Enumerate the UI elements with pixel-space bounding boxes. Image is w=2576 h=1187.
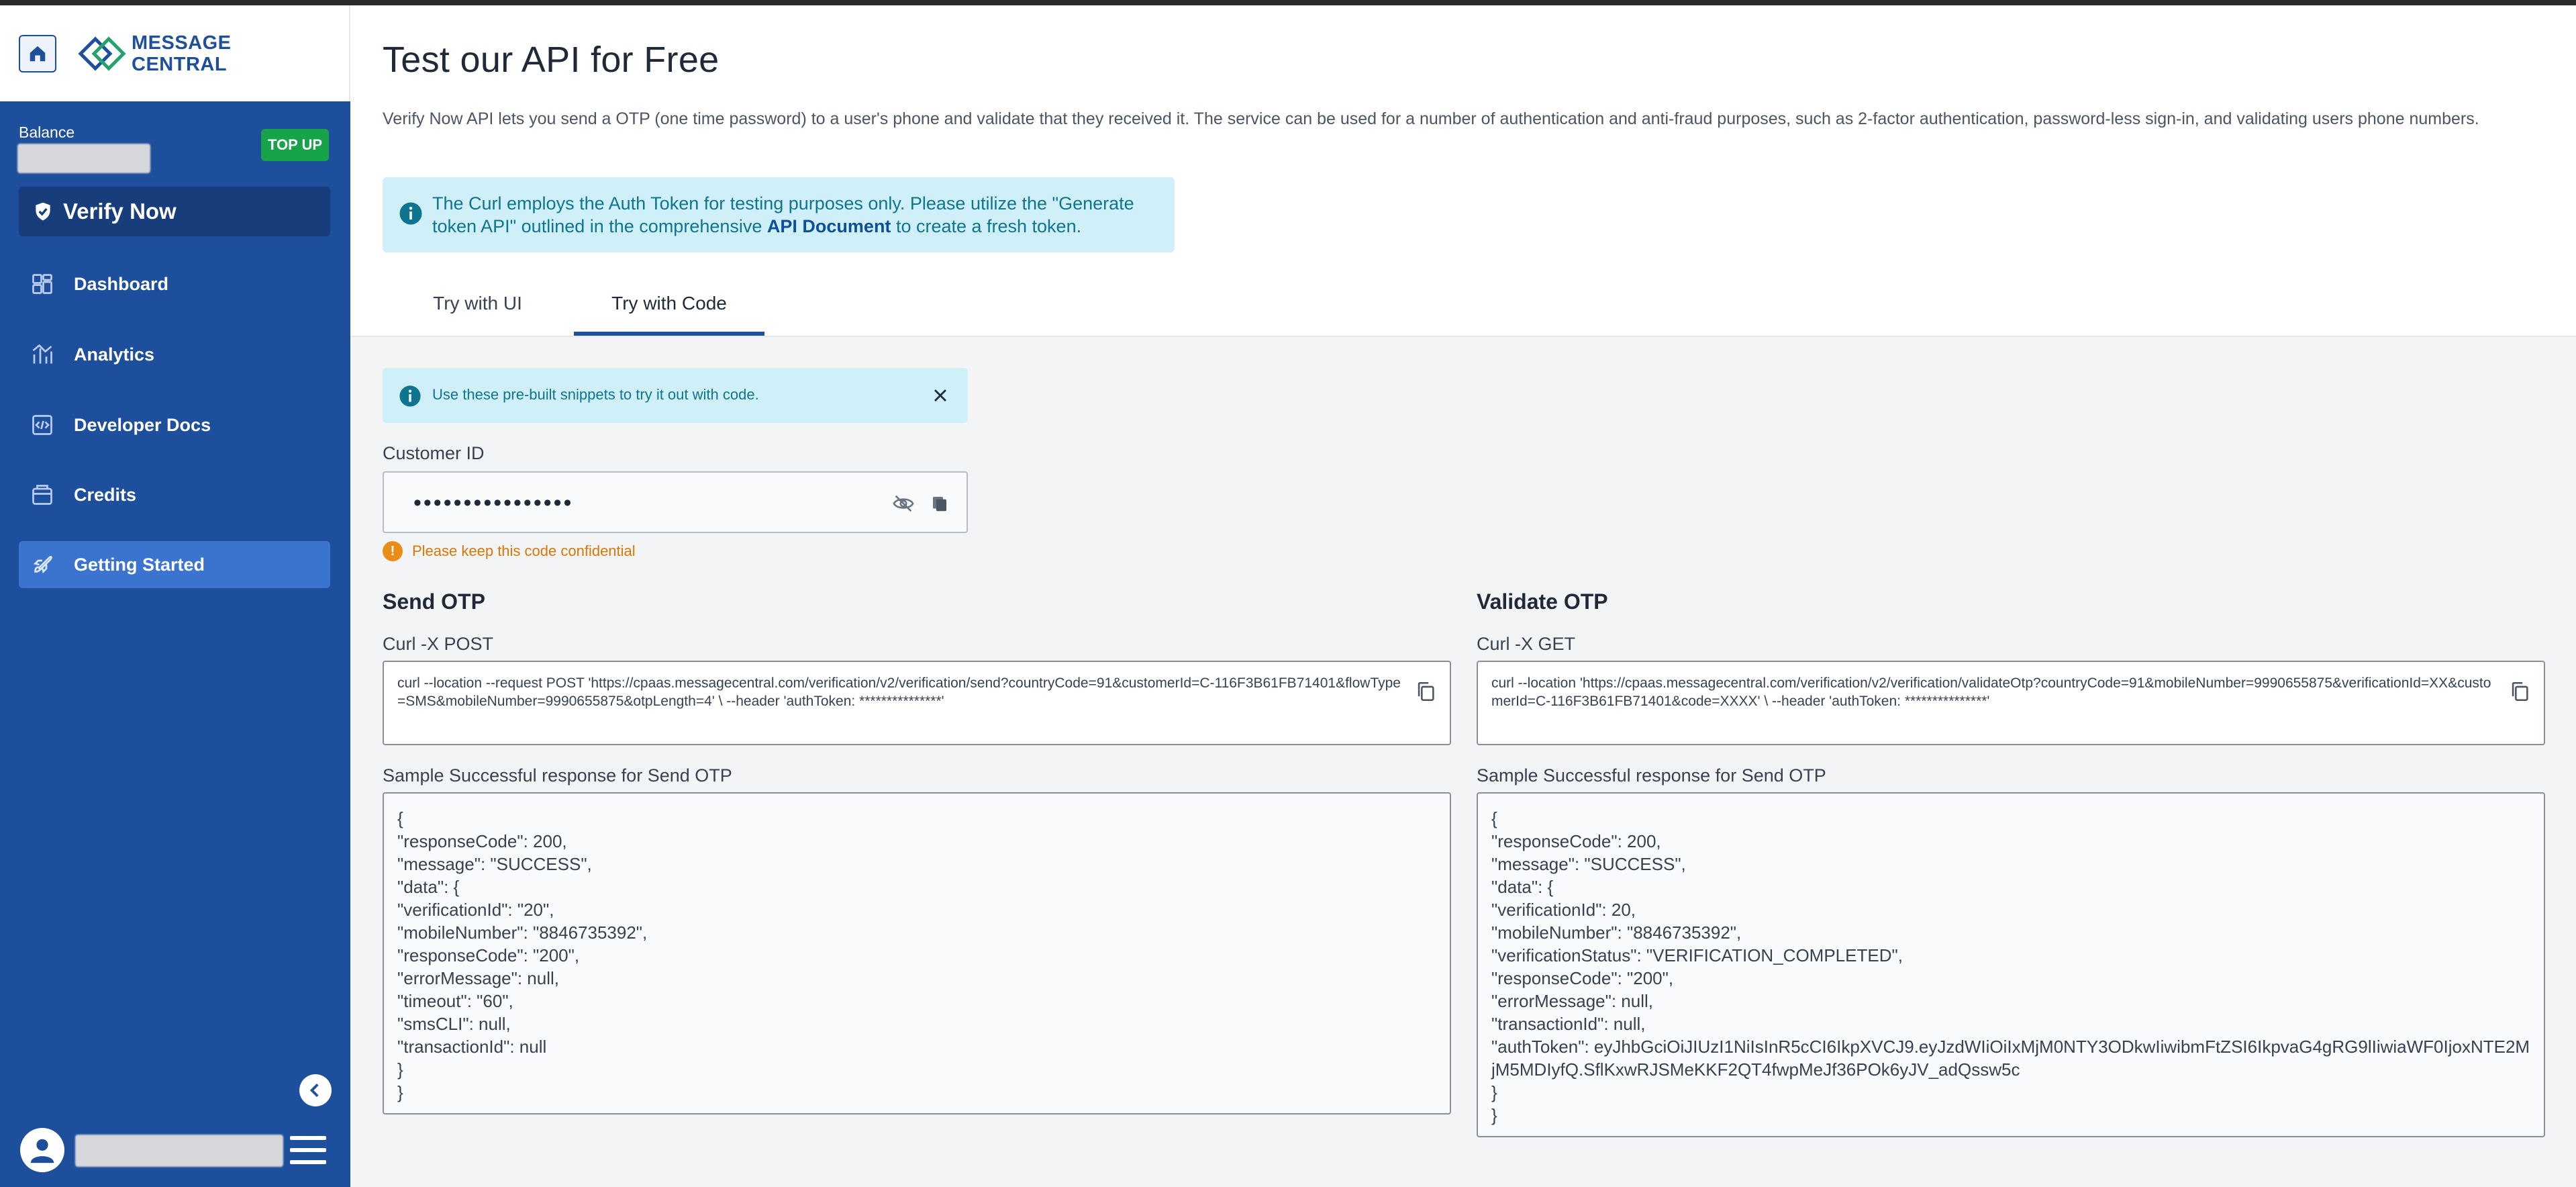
response-line: "transactionId": null, xyxy=(1491,1014,1646,1034)
close-icon xyxy=(932,387,948,403)
active-tab-indicator xyxy=(574,332,764,336)
balance-value-redacted xyxy=(17,144,150,173)
response-line: "data": { xyxy=(397,877,460,897)
page-title: Test our API for Free xyxy=(383,40,720,80)
auth-token-info-banner xyxy=(383,177,1175,252)
warning-icon: ! xyxy=(383,541,403,561)
sidebar-item-label: Developer Docs xyxy=(74,414,211,435)
code-doc-icon xyxy=(30,412,55,438)
sidebar-item-label: Credits xyxy=(74,484,137,505)
brand-name-line1: MESSAGE xyxy=(132,32,232,54)
rocket-icon xyxy=(30,552,55,577)
response-line: "verificationStatus": "VERIFICATION_COMPLETED", xyxy=(1491,945,1903,965)
sidebar xyxy=(0,5,350,1187)
hamburger-menu-button[interactable] xyxy=(290,1136,326,1164)
window-top-border xyxy=(0,0,2576,5)
info-icon xyxy=(399,201,423,226)
copy-icon xyxy=(1414,680,1437,703)
copy-icon xyxy=(2508,680,2531,703)
send-otp-curl-box xyxy=(383,661,1451,745)
sidebar-item-dashboard[interactable] xyxy=(19,260,330,307)
copy-icon xyxy=(930,493,950,514)
wallet-icon xyxy=(30,482,55,508)
response-line: "message": "SUCCESS", xyxy=(397,854,592,874)
brand-name xyxy=(132,32,232,75)
send-otp-title: Send OTP xyxy=(383,589,485,614)
user-icon xyxy=(27,1135,58,1166)
shield-check-icon xyxy=(32,201,54,222)
tab-label: Try with Code xyxy=(611,293,727,314)
validate-otp-curl-text[interactable]: curl --location 'https://cpaas.messagecentral.com/verification/v2/verification/validateOtp?countryCode=91&mobileNumber=9990655875&verificationId=XX&customerId=C-116F3B61FB71401&code=XXXX' \ --header 'authToken: ***************' xyxy=(1491,675,2491,709)
info-icon xyxy=(399,385,422,408)
response-line: } xyxy=(397,1059,403,1080)
collapse-sidebar-button[interactable] xyxy=(299,1074,332,1106)
top-up-button[interactable]: TOP UP xyxy=(261,129,329,161)
response-line: "responseCode": 200, xyxy=(1491,831,1661,851)
validate-otp-method: Curl -X GET xyxy=(1477,634,1576,654)
brand-logo-icon xyxy=(75,34,129,74)
copy-customer-id-button[interactable] xyxy=(925,489,954,518)
product-label: Verify Now xyxy=(63,199,177,224)
validate-otp-response-label: Sample Successful response for Send OTP xyxy=(1477,765,1826,786)
username-redacted xyxy=(75,1135,283,1167)
response-line: "verificationId": 20, xyxy=(1491,900,1636,920)
customer-id-value: •••••••••••••••• xyxy=(413,490,574,516)
tab-try-with-code[interactable] xyxy=(574,271,764,336)
validate-otp-response-box xyxy=(1477,792,2545,1137)
info-banner-text-end: to create a fresh token. xyxy=(891,216,1082,236)
close-banner-button[interactable] xyxy=(928,383,953,408)
page-description: Verify Now API lets you send a OTP (one time password) to a user's phone and validate that they received it. The service can be used for a number of authentication and anti-fraud purposes, such as 2-factor authentication, password-less sign-in, and validating users phone numbers. xyxy=(383,109,2479,128)
info-banner-text-start: The Curl employs the Auth Token for testing purposes only. Please utilize the "Generate token API" outlined in the comprehensive xyxy=(432,193,1134,236)
response-line: "transactionId": null xyxy=(397,1037,547,1057)
send-otp-response-box xyxy=(383,792,1451,1114)
analytics-icon xyxy=(30,342,55,367)
home-icon xyxy=(28,44,48,64)
tab-try-with-ui[interactable]: Try with UI xyxy=(433,293,522,314)
response-line: "smsCLI": null, xyxy=(397,1014,511,1034)
snippet-info-banner xyxy=(383,368,968,423)
sidebar-item-analytics[interactable] xyxy=(19,331,330,378)
snippet-banner-text: Use these pre-built snippets to try it out with code. xyxy=(432,386,759,403)
validate-otp-title: Validate OTP xyxy=(1477,589,1608,614)
api-document-link[interactable]: API Document xyxy=(766,216,891,236)
response-line: "mobileNumber": "8846735392", xyxy=(1491,922,1742,943)
response-line: "errorMessage": null, xyxy=(1491,991,1653,1011)
sidebar-item-developer-docs[interactable] xyxy=(19,401,330,448)
logo-area xyxy=(0,5,350,101)
sidebar-item-getting-started[interactable] xyxy=(19,541,330,588)
menu-line xyxy=(290,1148,326,1152)
sidebar-item-label: Analytics xyxy=(74,344,155,365)
response-line: "responseCode": "200", xyxy=(397,945,580,965)
response-line: "message": "SUCCESS", xyxy=(1491,854,1686,874)
customer-id-label: Customer ID xyxy=(383,443,485,463)
response-line: "mobileNumber": "8846735392", xyxy=(397,922,648,943)
confidential-warning xyxy=(383,541,636,561)
response-line: } xyxy=(397,1082,403,1102)
sidebar-item-label: Dashboard xyxy=(74,273,169,294)
eye-off-icon xyxy=(892,492,915,515)
send-otp-method: Curl -X POST xyxy=(383,634,494,654)
sidebar-item-label: Getting Started xyxy=(74,554,205,575)
send-otp-curl-text[interactable]: curl --location --request POST 'https://cpaas.messagecentral.com/verification/v2/verification/send?countryCode=91&customerId=C-116F3B61FB71401&flowType=SMS&mobileNumber=9990655875&otpLength=4' \ --header 'authToken: ***************' xyxy=(397,675,1401,709)
user-avatar[interactable] xyxy=(20,1128,64,1172)
brand-name-line2: CENTRAL xyxy=(132,54,228,75)
response-line: "errorMessage": null, xyxy=(397,968,559,988)
response-line: { xyxy=(1491,808,1497,828)
validate-otp-curl-box xyxy=(1477,661,2545,745)
product-selector-verify-now[interactable] xyxy=(19,187,330,236)
response-line: "timeout": "60", xyxy=(397,991,513,1011)
customer-id-field[interactable] xyxy=(383,471,968,533)
response-line: "verificationId": "20", xyxy=(397,900,554,920)
response-line: "responseCode": 200, xyxy=(397,831,567,851)
sidebar-item-credits[interactable] xyxy=(19,471,330,518)
menu-line xyxy=(290,1160,326,1164)
copy-send-otp-button[interactable] xyxy=(1411,677,1440,706)
menu-line xyxy=(290,1136,326,1140)
send-otp-response-label: Sample Successful response for Send OTP xyxy=(383,765,732,786)
copy-validate-otp-button[interactable] xyxy=(2505,677,2534,706)
toggle-visibility-button[interactable] xyxy=(889,489,918,518)
home-button[interactable] xyxy=(19,35,56,73)
info-banner-text xyxy=(432,192,1157,238)
response-line: "authToken": eyJhbGciOiJIUzI1NiIsInR5cCI6IkpXVCJ9.eyJzdWIiOiIxMjM0NTY3ODkwIiwibmFtZSI6IkpvaG4gRG9lIiwiaWF0IjoxNTE2MjM5MDIyfQ.SflKxwRJSMeKKF2QT4fwpMeJf36POk6yJV_adQssw5c xyxy=(1491,1037,2530,1080)
response-line: } xyxy=(1491,1082,1497,1102)
response-line: } xyxy=(1491,1105,1497,1125)
warning-text: Please keep this code confidential xyxy=(412,542,636,559)
balance-label: Balance xyxy=(19,124,75,141)
response-line: "data": { xyxy=(1491,877,1554,897)
response-line: "responseCode": "200", xyxy=(1491,968,1674,988)
response-line: { xyxy=(397,808,403,828)
chevron-left-icon xyxy=(307,1082,324,1099)
dashboard-icon xyxy=(30,271,55,297)
